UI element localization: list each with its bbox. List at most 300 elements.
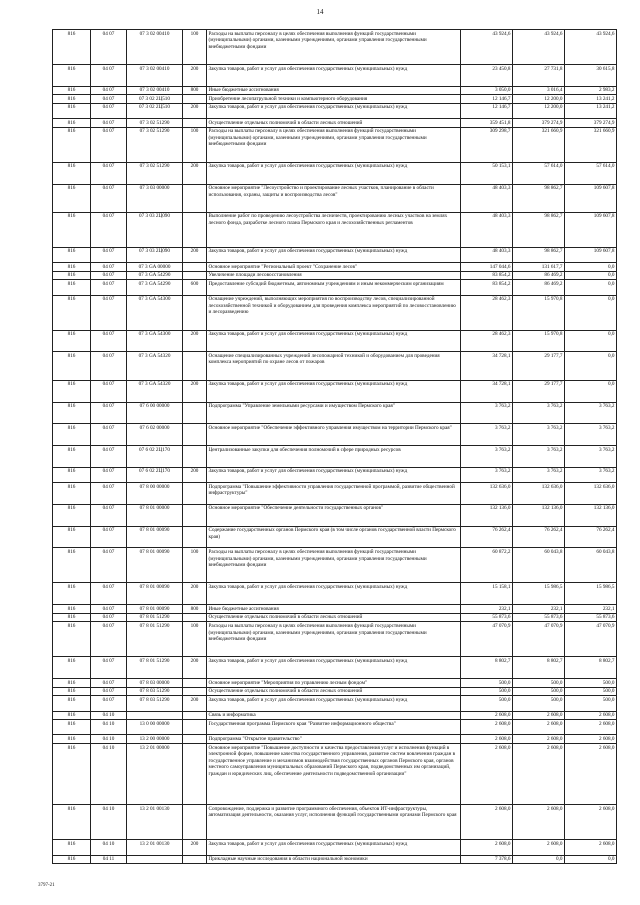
cell-expense-type: 200	[183, 162, 207, 184]
table-row	[53, 679, 617, 688]
cell-target-code: 07 3 03 00000	[127, 184, 183, 212]
cell-ved: 816	[53, 483, 91, 505]
cell-name: Расходы на выплаты персоналу в целях обеспечения выполнения функций государственными (муниципальными) органами, казенными учреждениями, органами управления государственными внебюджетными фондами	[207, 548, 461, 583]
cell-target-code: 07 3 02 51290	[127, 127, 183, 162]
cell-amount-year2: 86 469,2	[513, 271, 565, 280]
cell-section: 04 07	[91, 103, 127, 118]
cell-name: Приобретение лесопатрульной техники и компьютерного оборудования	[207, 95, 461, 104]
cell-name: Закупка товаров, работ и услуг для обеспечения государственных (муниципальных) нужд	[207, 65, 461, 87]
cell-amount-year2: 3 763,2	[513, 467, 565, 482]
table-row	[53, 280, 617, 295]
table-row	[53, 467, 617, 482]
cell-name: Закупка товаров, работ и услуг для обеспечения государственных (муниципальных) нужд	[207, 696, 461, 711]
cell-amount-year2: 98 862,7	[513, 212, 565, 247]
cell-amount-year3: 15 986,5	[565, 583, 617, 605]
cell-target-code: 07 3 GA 54290	[127, 271, 183, 280]
cell-ved: 816	[53, 744, 91, 805]
cell-ved: 816	[53, 184, 91, 212]
cell-amount-year2: 29 177,7	[513, 352, 565, 380]
cell-ved: 816	[53, 720, 91, 735]
cell-target-code: 07 3 02 2Ц510	[127, 103, 183, 118]
cell-amount-year1: 3 050,0	[461, 86, 513, 95]
cell-amount-year2: 47 070,9	[513, 622, 565, 657]
cell-amount-year3: 109 607,8	[565, 247, 617, 262]
cell-amount-year3: 2 608,0	[565, 735, 617, 744]
cell-name: Осуществление отдельных полномочий в области лесных отношений	[207, 613, 461, 622]
cell-amount-year1: 34 728,1	[461, 352, 513, 380]
cell-amount-year3: 43 924,6	[565, 30, 617, 65]
cell-target-code: 07 3 02 00410	[127, 30, 183, 65]
cell-section: 04 07	[91, 402, 127, 424]
cell-amount-year1: 500,0	[461, 687, 513, 696]
cell-expense-type	[183, 295, 207, 330]
cell-ved: 816	[53, 735, 91, 744]
footer-code: 3797-21	[38, 883, 55, 888]
cell-amount-year3: 0,0	[565, 855, 617, 864]
cell-name: Закупка товаров, работ и услуг для обеспечения государственных (муниципальных) нужд	[207, 103, 461, 118]
cell-amount-year1: 23 450,8	[461, 65, 513, 87]
cell-section: 04 07	[91, 504, 127, 526]
cell-ved: 816	[53, 247, 91, 262]
table-row	[53, 526, 617, 548]
cell-section: 04 07	[91, 622, 127, 657]
cell-name: Расходы на выплаты персоналу в целях обеспечения выполнения функций государственными (муниципальными) органами, казенными учреждениями, органами управления государственными внебюджетными фондами	[207, 30, 461, 65]
cell-section: 04 07	[91, 119, 127, 128]
cell-amount-year3: 500,0	[565, 696, 617, 711]
cell-amount-year3: 2 608,0	[565, 840, 617, 855]
cell-amount-year1: 309 298,7	[461, 127, 513, 162]
cell-ved: 816	[53, 280, 91, 295]
cell-section: 04 07	[91, 613, 127, 622]
table-row	[53, 622, 617, 657]
cell-expense-type	[183, 119, 207, 128]
cell-expense-type	[183, 424, 207, 446]
cell-section: 04 07	[91, 280, 127, 295]
cell-section: 04 07	[91, 86, 127, 95]
cell-amount-year3: 0,0	[565, 271, 617, 280]
cell-expense-type	[183, 679, 207, 688]
cell-target-code: 13 2 01 00130	[127, 840, 183, 855]
cell-amount-year3: 76 262,4	[565, 526, 617, 548]
cell-ved: 816	[53, 583, 91, 605]
cell-expense-type: 800	[183, 605, 207, 614]
cell-target-code: 07 8 01 00090	[127, 605, 183, 614]
table-row	[53, 805, 617, 840]
cell-amount-year2: 3 763,2	[513, 446, 565, 468]
table-row	[53, 86, 617, 95]
cell-amount-year2: 27 731,8	[513, 65, 565, 87]
cell-amount-year1: 60 872,2	[461, 548, 513, 583]
cell-amount-year2: 500,0	[513, 687, 565, 696]
cell-section: 04 07	[91, 127, 127, 162]
table-row	[53, 295, 617, 330]
cell-expense-type	[183, 95, 207, 104]
cell-amount-year1: 132 636,0	[461, 483, 513, 505]
cell-ved: 816	[53, 162, 91, 184]
table-row	[53, 247, 617, 262]
cell-section: 04 07	[91, 352, 127, 380]
cell-amount-year2: 500,0	[513, 679, 565, 688]
table-row	[53, 119, 617, 128]
cell-section: 04 07	[91, 696, 127, 711]
cell-expense-type	[183, 212, 207, 247]
table-row	[53, 352, 617, 380]
cell-amount-year1: 2 608,0	[461, 805, 513, 840]
cell-ved: 816	[53, 402, 91, 424]
cell-name: Осуществление отдельных полномочий в области лесных отношений	[207, 119, 461, 128]
cell-name: Закупка товаров, работ и услуг для обеспечения государственных (муниципальных) нужд	[207, 247, 461, 262]
cell-section: 04 07	[91, 446, 127, 468]
table-row	[53, 330, 617, 352]
cell-name: Содержание государственных органов Пермского края (в том числе органов государственной власти Пермского края)	[207, 526, 461, 548]
cell-target-code: 07 8 01 51290	[127, 657, 183, 679]
cell-ved: 816	[53, 711, 91, 720]
cell-expense-type: 200	[183, 65, 207, 87]
table-row	[53, 583, 617, 605]
cell-ved: 816	[53, 127, 91, 162]
table-row	[53, 735, 617, 744]
cell-amount-year2: 2 608,0	[513, 735, 565, 744]
cell-amount-year2: 321 660,9	[513, 127, 565, 162]
cell-target-code: 13 2 01 00000	[127, 744, 183, 805]
cell-amount-year2: 0,0	[513, 855, 565, 864]
cell-expense-type: 200	[183, 380, 207, 402]
cell-ved: 816	[53, 657, 91, 679]
cell-target-code: 07 6 00 00000	[127, 402, 183, 424]
cell-ved: 816	[53, 687, 91, 696]
cell-ved: 816	[53, 855, 91, 864]
cell-amount-year1: 50 153,1	[461, 162, 513, 184]
cell-amount-year1: 500,0	[461, 696, 513, 711]
cell-section: 04 07	[91, 212, 127, 247]
cell-ved: 816	[53, 679, 91, 688]
cell-amount-year1: 43 924,6	[461, 30, 513, 65]
cell-ved: 816	[53, 86, 91, 95]
table-row	[53, 548, 617, 583]
cell-amount-year2: 3 763,2	[513, 402, 565, 424]
cell-amount-year3: 2 608,0	[565, 711, 617, 720]
cell-name: Основное мероприятие "Региональный проект "Сохранение лесов"	[207, 263, 461, 272]
budget-table	[52, 29, 617, 864]
cell-amount-year1: 2 608,0	[461, 840, 513, 855]
cell-expense-type: 800	[183, 86, 207, 95]
cell-amount-year1: 3 763,2	[461, 446, 513, 468]
cell-ved: 816	[53, 65, 91, 87]
cell-section: 04 11	[91, 855, 127, 864]
table-row	[53, 744, 617, 805]
cell-target-code: 07 3 02 51290	[127, 119, 183, 128]
cell-expense-type	[183, 184, 207, 212]
cell-amount-year1: 83 854,2	[461, 280, 513, 295]
cell-expense-type	[183, 402, 207, 424]
cell-expense-type	[183, 613, 207, 622]
cell-section: 04 07	[91, 583, 127, 605]
cell-target-code: 07 3 GA 00000	[127, 263, 183, 272]
cell-amount-year3: 0,0	[565, 330, 617, 352]
cell-amount-year2: 500,0	[513, 696, 565, 711]
table-row	[53, 424, 617, 446]
cell-amount-year3: 30 615,8	[565, 65, 617, 87]
cell-amount-year1: 232,1	[461, 605, 513, 614]
cell-name: Основное мероприятие "Лесоустройство и проектирование лесных участков, планирование в области использования, охраны, защиты и воспроизводства лесов"	[207, 184, 461, 212]
table-row	[53, 380, 617, 402]
cell-amount-year2: 98 862,7	[513, 184, 565, 212]
cell-ved: 816	[53, 271, 91, 280]
cell-name: Иные бюджетные ассигнования	[207, 605, 461, 614]
cell-amount-year1: 2 608,0	[461, 711, 513, 720]
cell-name: Закупка товаров, работ и услуг для обеспечения государственных (муниципальных) нужд	[207, 467, 461, 482]
cell-amount-year1: 12 146,7	[461, 103, 513, 118]
cell-amount-year2: 379 274,9	[513, 119, 565, 128]
cell-expense-type: 100	[183, 622, 207, 657]
cell-target-code: 07 8 01 00090	[127, 526, 183, 548]
cell-section: 04 07	[91, 30, 127, 65]
cell-name: Государственная программа Пермского края "Развитие информационного общества"	[207, 720, 461, 735]
cell-amount-year1: 147 044,6	[461, 263, 513, 272]
cell-section: 04 07	[91, 657, 127, 679]
cell-expense-type: 600	[183, 280, 207, 295]
cell-expense-type	[183, 687, 207, 696]
cell-amount-year1: 83 854,2	[461, 271, 513, 280]
cell-name: Связь и информатика	[207, 711, 461, 720]
cell-amount-year1: 28 462,3	[461, 295, 513, 330]
cell-amount-year2: 131 617,7	[513, 263, 565, 272]
cell-expense-type	[183, 744, 207, 805]
cell-section: 04 07	[91, 65, 127, 87]
table-row	[53, 711, 617, 720]
cell-amount-year1: 3 763,2	[461, 402, 513, 424]
cell-expense-type: 200	[183, 467, 207, 482]
cell-target-code: 07 3 02 51290	[127, 162, 183, 184]
cell-amount-year1: 2 608,0	[461, 735, 513, 744]
cell-name: Основное мероприятие "Обеспечение деятельности государственных органов"	[207, 504, 461, 526]
cell-amount-year3: 0,0	[565, 380, 617, 402]
cell-section: 04 10	[91, 735, 127, 744]
cell-name: Подпрограмма "Открытое правительство"	[207, 735, 461, 744]
cell-amount-year2: 2 608,0	[513, 720, 565, 735]
table-row	[53, 162, 617, 184]
cell-amount-year1: 48 403,3	[461, 184, 513, 212]
table-row	[53, 504, 617, 526]
table-row	[53, 271, 617, 280]
cell-target-code: 07 8 01 00090	[127, 548, 183, 583]
cell-expense-type	[183, 446, 207, 468]
cell-amount-year1: 28 462,3	[461, 330, 513, 352]
cell-ved: 816	[53, 526, 91, 548]
cell-amount-year2: 3 763,2	[513, 424, 565, 446]
cell-expense-type	[183, 805, 207, 840]
cell-ved: 816	[53, 805, 91, 840]
cell-amount-year2: 43 924,6	[513, 30, 565, 65]
cell-section: 04 07	[91, 483, 127, 505]
table-row	[53, 855, 617, 864]
cell-amount-year3: 2 983,2	[565, 86, 617, 95]
cell-name: Основное мероприятие "Мероприятия по управлению лесным фондом"	[207, 679, 461, 688]
cell-name: Закупка товаров, работ и услуг для обеспечения государственных (муниципальных) нужд	[207, 583, 461, 605]
cell-amount-year3: 321 660,9	[565, 127, 617, 162]
cell-amount-year2: 2 608,0	[513, 805, 565, 840]
cell-amount-year2: 12 200,0	[513, 103, 565, 118]
cell-amount-year3: 2 608,0	[565, 805, 617, 840]
cell-target-code: 07 3 02 00410	[127, 65, 183, 87]
cell-target-code: 07 3 GA 54320	[127, 380, 183, 402]
cell-amount-year2: 86 469,2	[513, 280, 565, 295]
cell-amount-year2: 3 016,4	[513, 86, 565, 95]
cell-amount-year3: 379 274,9	[565, 119, 617, 128]
cell-section: 04 07	[91, 548, 127, 583]
cell-name: Подпрограмма "Повышение эффективности управления государственной программой, развитие общественной инфраструктуры"	[207, 483, 461, 505]
table-row	[53, 263, 617, 272]
cell-name: Увеличение площади лесовосстановления	[207, 271, 461, 280]
cell-section: 04 07	[91, 95, 127, 104]
table-row	[53, 840, 617, 855]
cell-target-code: 07 3 GA 54290	[127, 280, 183, 295]
cell-section: 04 07	[91, 424, 127, 446]
table-row	[53, 95, 617, 104]
cell-ved: 816	[53, 352, 91, 380]
cell-amount-year3: 55 873,6	[565, 613, 617, 622]
cell-amount-year3: 109 607,8	[565, 212, 617, 247]
cell-amount-year2: 15 986,5	[513, 583, 565, 605]
cell-expense-type	[183, 855, 207, 864]
cell-name: Иные бюджетные ассигнования	[207, 86, 461, 95]
cell-target-code: 07 3 03 2Ц090	[127, 247, 183, 262]
cell-amount-year1: 48 403,3	[461, 212, 513, 247]
cell-amount-year2: 2 608,0	[513, 711, 565, 720]
cell-name: Оснащение специализированных учреждений лесопожарной техникой и оборудованием для проведения комплекса мероприятий по охране лесов от пожаров	[207, 352, 461, 380]
table-row	[53, 402, 617, 424]
cell-amount-year2: 132 636,0	[513, 483, 565, 505]
cell-expense-type	[183, 483, 207, 505]
cell-amount-year2: 15 970,8	[513, 295, 565, 330]
cell-section: 04 07	[91, 526, 127, 548]
cell-target-code	[127, 711, 183, 720]
cell-amount-year3: 2 608,0	[565, 720, 617, 735]
cell-amount-year3: 2 608,0	[565, 744, 617, 805]
cell-name: Расходы на выплаты персоналу в целях обеспечения выполнения функций государственными (муниципальными) органами, казенными учреждениями, органами управления государственными внебюджетными фондами	[207, 127, 461, 162]
table-row	[53, 212, 617, 247]
cell-amount-year3: 132 136,0	[565, 504, 617, 526]
cell-amount-year2: 12 200,0	[513, 95, 565, 104]
cell-expense-type	[183, 271, 207, 280]
cell-expense-type	[183, 504, 207, 526]
cell-target-code: 07 8 01 00090	[127, 583, 183, 605]
cell-ved: 816	[53, 119, 91, 128]
cell-amount-year2: 132 136,0	[513, 504, 565, 526]
cell-section: 04 07	[91, 271, 127, 280]
table-row	[53, 65, 617, 87]
cell-target-code: 07 8 03 51290	[127, 696, 183, 711]
table-body	[53, 30, 617, 864]
cell-target-code: 07 8 00 00000	[127, 483, 183, 505]
cell-ved: 816	[53, 467, 91, 482]
cell-expense-type	[183, 735, 207, 744]
cell-amount-year3: 0,0	[565, 263, 617, 272]
cell-section: 04 07	[91, 247, 127, 262]
cell-ved: 816	[53, 446, 91, 468]
cell-amount-year3: 3 763,2	[565, 424, 617, 446]
cell-expense-type: 100	[183, 30, 207, 65]
cell-target-code: 07 3 02 2Ц510	[127, 95, 183, 104]
cell-amount-year1: 55 873,6	[461, 613, 513, 622]
cell-name: Основное мероприятие "Обеспечение эффективного управления имуществом на территории Пермского края"	[207, 424, 461, 446]
cell-ved: 816	[53, 696, 91, 711]
cell-section: 04 07	[91, 467, 127, 482]
cell-amount-year3: 3 763,2	[565, 467, 617, 482]
cell-expense-type: 200	[183, 583, 207, 605]
cell-expense-type: 200	[183, 840, 207, 855]
cell-target-code: 07 3 GA 54300	[127, 295, 183, 330]
cell-section: 04 10	[91, 720, 127, 735]
table-row	[53, 184, 617, 212]
cell-name: Предоставление субсидий бюджетным, автономным учреждениям и иным некоммерческим организациям	[207, 280, 461, 295]
cell-amount-year1: 12 146,7	[461, 95, 513, 104]
cell-name: Закупка товаров, работ и услуг для обеспечения государственных (муниципальных) нужд	[207, 840, 461, 855]
cell-amount-year1: 8 802,7	[461, 657, 513, 679]
cell-target-code: 07 3 03 2Ц090	[127, 212, 183, 247]
cell-target-code: 13 0 00 00000	[127, 720, 183, 735]
cell-section: 04 10	[91, 840, 127, 855]
table-row	[53, 696, 617, 711]
cell-name: Осуществление отдельных полномочий в области лесных отношений	[207, 687, 461, 696]
cell-amount-year2: 60 043,8	[513, 548, 565, 583]
cell-ved: 816	[53, 548, 91, 583]
cell-amount-year3: 0,0	[565, 280, 617, 295]
cell-name: Выполнение работ по проведению лесоустройства лесничеств, проектированию лесных участков на землях лесного фонда, разработке лесного плана Пермского края и лесохозяйственных регламентов	[207, 212, 461, 247]
cell-expense-type	[183, 263, 207, 272]
cell-amount-year1: 76 262,4	[461, 526, 513, 548]
cell-amount-year1: 132 136,0	[461, 504, 513, 526]
cell-amount-year2: 232,1	[513, 605, 565, 614]
cell-amount-year1: 2 608,0	[461, 744, 513, 805]
cell-target-code: 13 2 00 00000	[127, 735, 183, 744]
cell-ved: 816	[53, 605, 91, 614]
cell-name: Прикладные научные исследования в области национальной экономики	[207, 855, 461, 864]
cell-amount-year1: 47 070,9	[461, 622, 513, 657]
cell-amount-year1: 48 403,3	[461, 247, 513, 262]
cell-ved: 816	[53, 622, 91, 657]
cell-ved: 816	[53, 840, 91, 855]
cell-section: 04 07	[91, 330, 127, 352]
cell-target-code: 07 6 02 00000	[127, 424, 183, 446]
table-row	[53, 446, 617, 468]
cell-section: 04 07	[91, 605, 127, 614]
cell-section: 04 07	[91, 380, 127, 402]
cell-name: Подпрограмма "Управление земельными ресурсами и имуществом Пермского края"	[207, 402, 461, 424]
cell-target-code: 07 3 02 00410	[127, 86, 183, 95]
cell-expense-type	[183, 352, 207, 380]
cell-amount-year3: 0,0	[565, 295, 617, 330]
cell-expense-type: 200	[183, 696, 207, 711]
cell-target-code: 07 8 03 51290	[127, 687, 183, 696]
cell-expense-type	[183, 720, 207, 735]
table-row	[53, 605, 617, 614]
cell-amount-year1: 500,0	[461, 679, 513, 688]
table-row	[53, 483, 617, 505]
cell-name: Закупка товаров, работ и услуг для обеспечения государственных (муниципальных) нужд	[207, 162, 461, 184]
cell-expense-type: 200	[183, 330, 207, 352]
cell-target-code: 07 6 02 2Ц170	[127, 446, 183, 468]
cell-section: 04 07	[91, 162, 127, 184]
cell-amount-year3: 3 763,2	[565, 402, 617, 424]
cell-amount-year2: 29 177,7	[513, 380, 565, 402]
cell-ved: 816	[53, 613, 91, 622]
cell-amount-year3: 47 070,9	[565, 622, 617, 657]
cell-section: 04 10	[91, 711, 127, 720]
cell-amount-year1: 34 728,1	[461, 380, 513, 402]
table-row	[53, 720, 617, 735]
cell-target-code: 07 8 03 00000	[127, 679, 183, 688]
